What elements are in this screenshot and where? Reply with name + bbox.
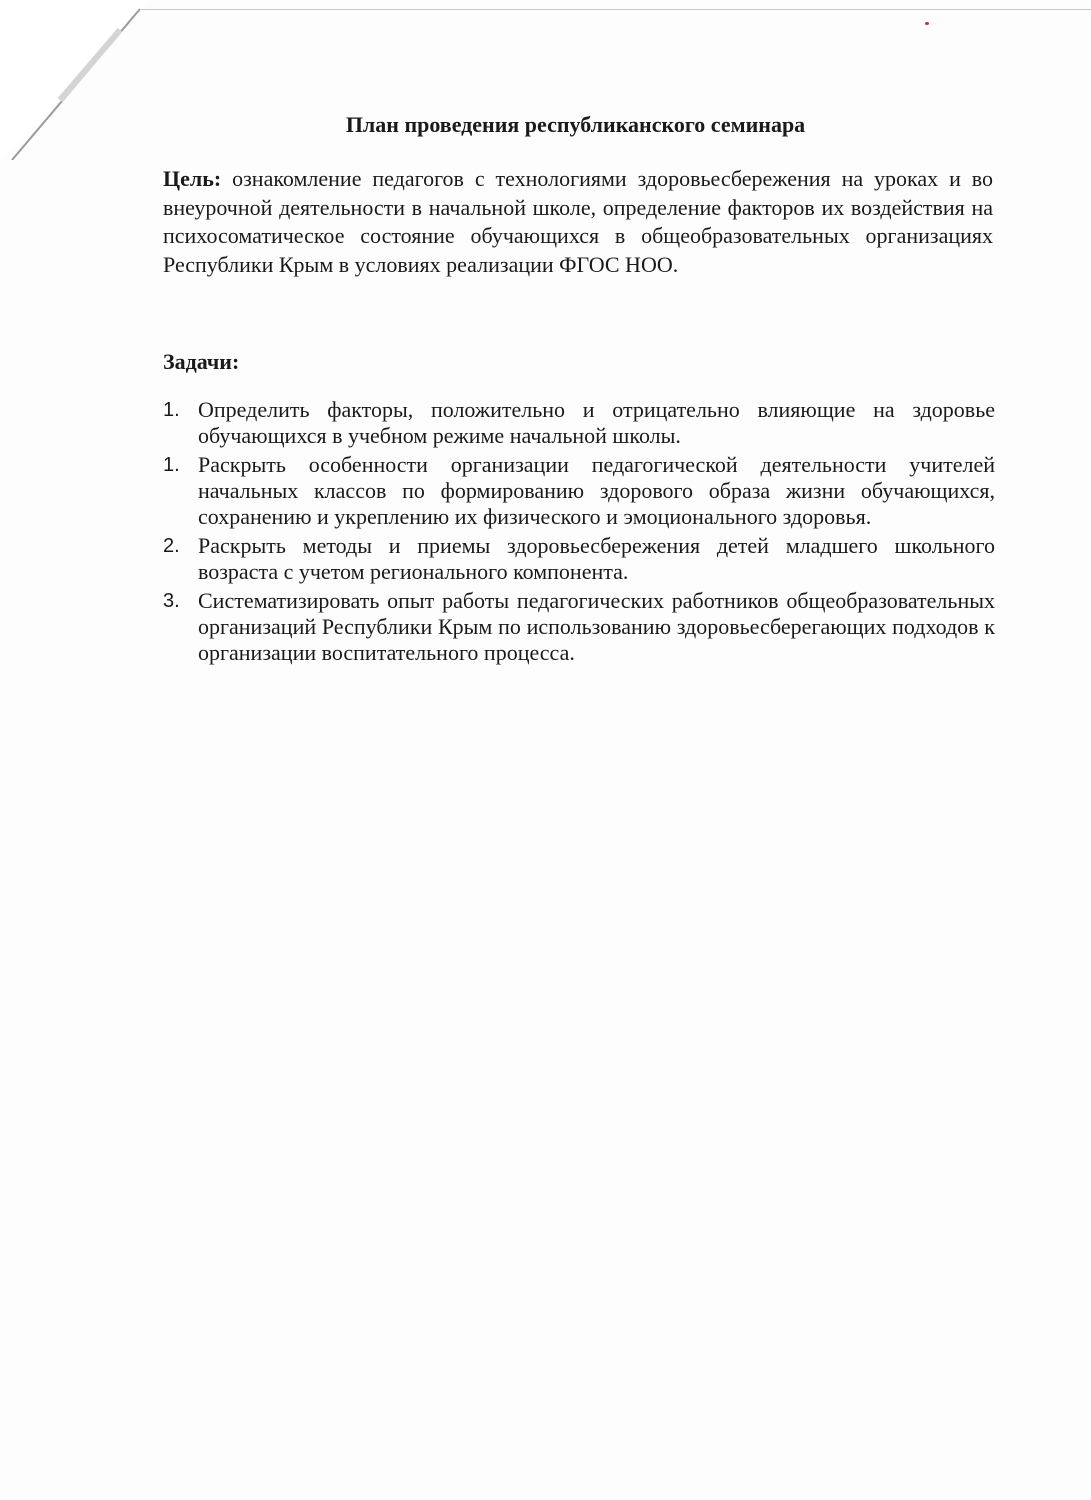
document-title: План проведения республиканского семинара xyxy=(345,112,806,137)
task-number: 1. xyxy=(163,454,180,476)
scan-speck xyxy=(925,22,929,25)
tasks-list xyxy=(163,397,995,669)
task-number: 3. xyxy=(163,590,180,612)
task-item xyxy=(163,588,995,666)
task-number: 1. xyxy=(163,399,180,421)
goal-label: Цель: xyxy=(163,166,222,191)
tasks-heading: Задачи: xyxy=(163,349,240,374)
task-text: Раскрыть особенности организации педагогической деятельности учителей начальных классов по формированию здорового образа жизни обучающихся, сохранению и укреплению их физического и эмоционального здоровья. xyxy=(198,452,995,529)
task-text: Систематизировать опыт работы педагогических работников общеобразовательных организаций Республики Крым по использованию здоровьесберегающих подходов к организации воспитательного процесса. xyxy=(198,588,995,665)
task-item xyxy=(163,397,995,449)
goal-paragraph xyxy=(163,165,993,279)
task-item xyxy=(163,452,995,530)
goal-text: ознакомление педагогов с технологиями здоровьесбережения на уроках и во внеурочной деятельности в начальной школе, определение факторов их воздействия на психосоматическое состояние обучающихся в общеобразовательных организациях Республики Крым в условиях реализации ФГОС НОО. xyxy=(163,166,993,277)
task-text: Раскрыть методы и приемы здоровьесбережения детей младшего школьного возраста с учетом регионального компонента. xyxy=(198,533,995,584)
task-number: 2. xyxy=(163,535,180,557)
scan-edge-line xyxy=(140,9,1091,10)
task-item xyxy=(163,533,995,585)
task-text: Определить факторы, положительно и отрицательно влияющие на здоровье обучающихся в учебном режиме начальной школы. xyxy=(198,397,995,448)
